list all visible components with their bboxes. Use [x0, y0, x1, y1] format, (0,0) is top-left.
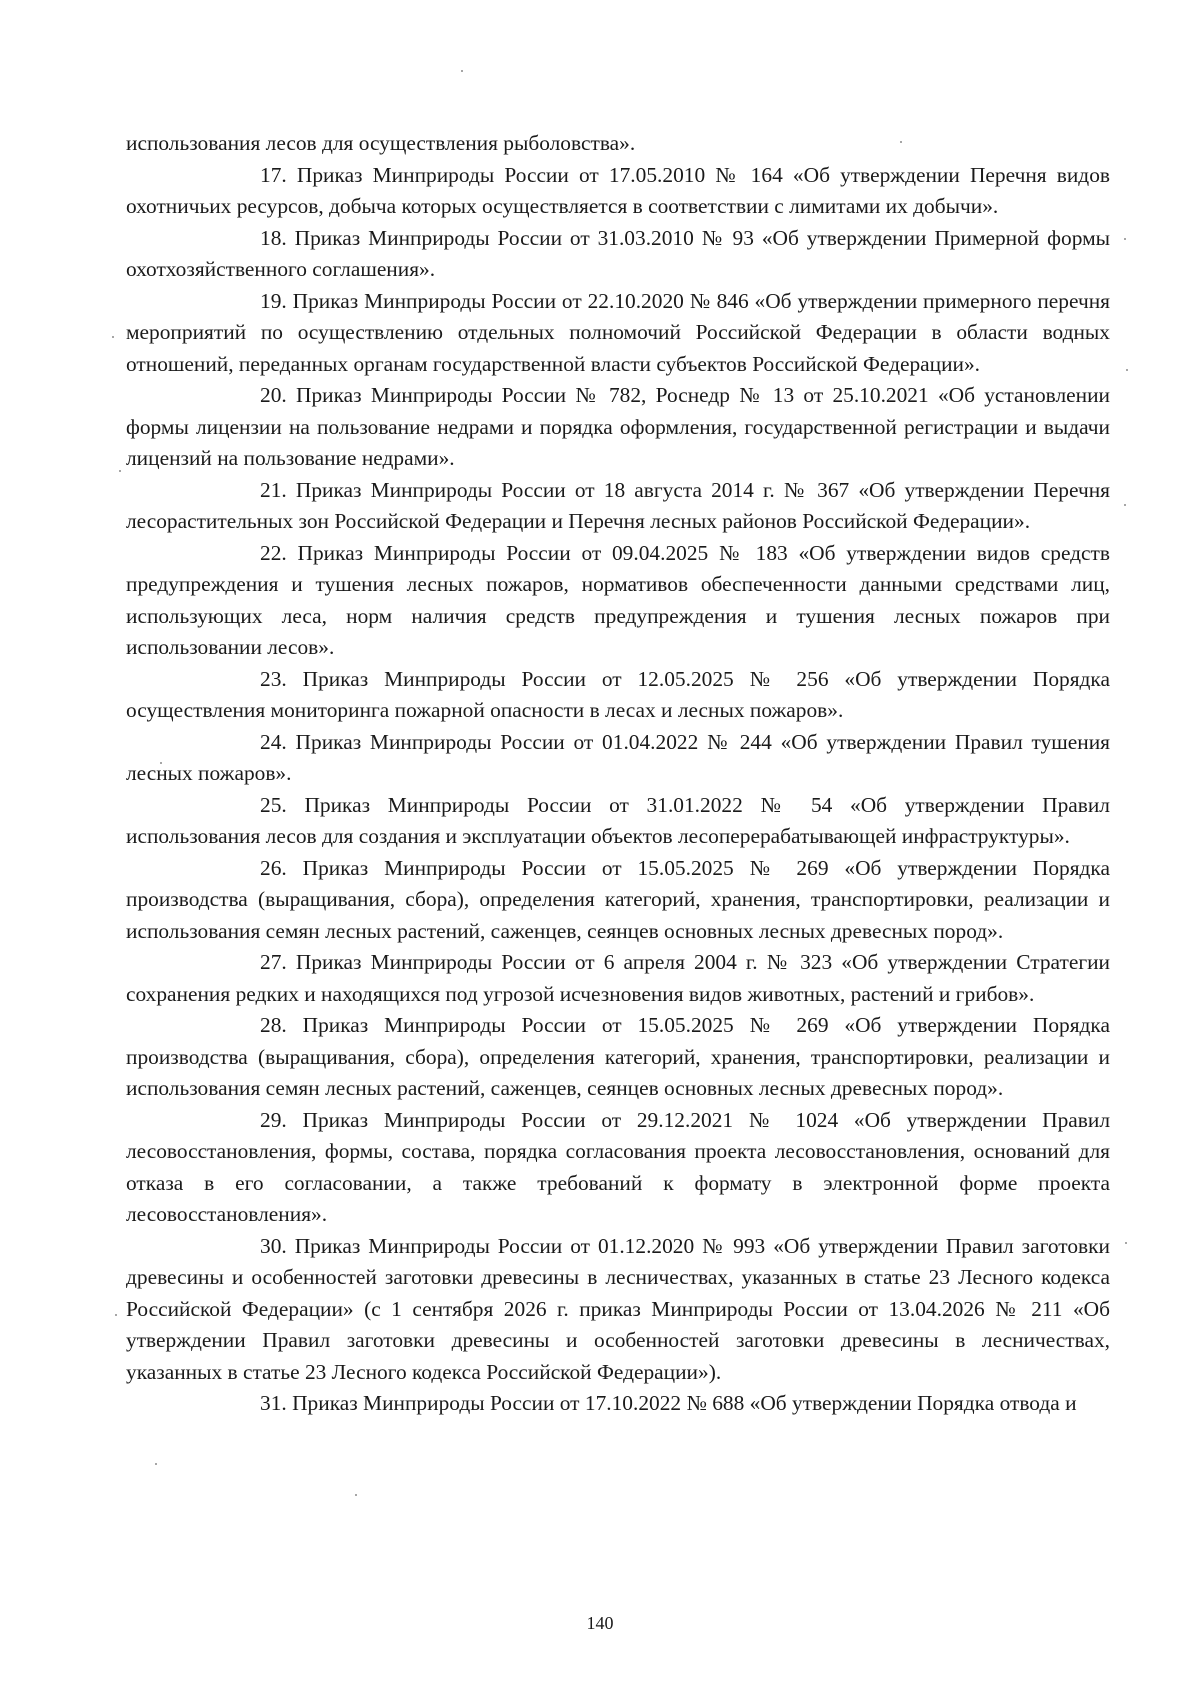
list-item [126, 790, 1110, 853]
list-item [126, 286, 1110, 381]
item-text: Приказ Минприроды России № 782, Роснедр № 13 от 25.10.2021 «Об установлении формы лицензии на пользование недрами и порядка оформления, государственной регистрации и выдачи лицензий на пользование недрами». [126, 383, 1110, 470]
order-list [126, 160, 1110, 1420]
scan-speck [461, 70, 463, 72]
list-item [126, 160, 1110, 223]
list-item [126, 1105, 1110, 1231]
scan-speck [1124, 238, 1126, 240]
item-number: 18. [260, 225, 287, 250]
item-number: 28. [260, 1013, 287, 1037]
item-number: 31. [260, 1391, 287, 1415]
list-item [126, 223, 1110, 286]
item-text: Приказ Минприроды России от 01.12.2020 № 993 «Об утверждении Правил заготовки древесины и особенностей заготовки древесины в лесничествах, указанных в статье 23 Лесного кодекса Российской Федерации» (с 1 сентября 2026 г. приказ Минприроды России от 13.04.2026 № 211 «Об утверждении Правил заготовки древесины и особенностей заготовки древесины в лесничествах, указанных в статье 23 Лесного кодекса Российской Федерации»). [126, 1233, 1110, 1384]
item-number: 29. [260, 1107, 287, 1132]
item-text: Приказ Минприроды России от 31.03.2010 № 93 «Об утверждении Примерной формы охотхозяйственного соглашения». [126, 225, 1110, 281]
list-item [126, 380, 1110, 475]
item-number: 26. [260, 855, 287, 880]
item-number: 25. [260, 792, 287, 817]
page-number: 140 [586, 1613, 614, 1633]
item-number: 20. [260, 383, 287, 407]
scan-speck [355, 1494, 357, 1496]
list-item [126, 664, 1110, 727]
item-text: Приказ Минприроды России от 01.04.2022 № 244 «Об утверждении Правил тушения лесных пожаров». [126, 729, 1110, 785]
list-item [126, 1388, 1110, 1420]
list-item [126, 1231, 1110, 1389]
list-item [126, 727, 1110, 790]
item-number: 27. [260, 950, 287, 974]
item-text: Приказ Минприроды России от 15.05.2025 № 269 «Об утверждении Порядка производства (выращивания, сбора), определения категорий, хранения, транспортировки, реализации и использования семян лесных растений, саженцев, сеянцев основных лесных древесных пород». [126, 855, 1110, 943]
item-text: Приказ Минприроды России от 22.10.2020 № 846 «Об утверждении примерного перечня мероприятий по осуществлению отдельных полномочий Российской Федерации в области водных отношений, переданных органам государственной власти субъектов Российской Федерации». [126, 288, 1110, 376]
scan-speck [119, 470, 121, 472]
item-number: 22. [260, 540, 287, 565]
item-text: Приказ Минприроды России от 17.05.2010 № 164 «Об утверждении Перечня видов охотничьих ресурсов, добыча которых осуществляется в соответствии с лимитами их добычи». [126, 162, 1110, 218]
scan-speck [1125, 1242, 1127, 1244]
item-text: Приказ Минприроды России от 18 августа 2014 г. № 367 «Об утверждении Перечня лесорастительных зон Российской Федерации и Перечня лесных районов Российской Федерации». [126, 477, 1110, 533]
item-text: Приказ Минприроды России от 29.12.2021 № 1024 «Об утверждении Правил лесовосстановления, формы, состава, порядка согласования проекта лесовосстановления, оснований для отказа в его согласовании, а также требований к формату в электронной форме проекта лесовосстановления». [126, 1107, 1110, 1226]
scan-speck [115, 1314, 117, 1316]
item-text: Приказ Минприроды России от 17.10.2022 № 688 «Об утверждении Порядка отвода и [292, 1391, 1077, 1415]
item-number: 30. [260, 1233, 287, 1258]
item-number: 24. [260, 729, 287, 754]
item-number: 23. [260, 666, 287, 691]
item-text: Приказ Минприроды России от 12.05.2025 № 256 «Об утверждении Порядка осуществления мониторинга пожарной опасности в лесах и лесных пожаров». [126, 666, 1110, 722]
item-text: Приказ Минприроды России от 15.05.2025 № 269 «Об утверждении Порядка производства (выращивания, сбора), определения категорий, хранения, транспортировки, реализации и использования семян лесных растений, саженцев, сеянцев основных лесных древесных пород». [126, 1013, 1110, 1100]
opening-line: использования лесов для осуществления рыболовства». [126, 131, 636, 155]
list-item [126, 1010, 1110, 1105]
item-text: Приказ Минприроды России от 31.01.2022 № 54 «Об утверждении Правил использования лесов для создания и эксплуатации объектов лесоперерабатывающей инфраструктуры». [126, 792, 1110, 848]
list-item [126, 947, 1110, 1010]
item-number: 17. [260, 162, 287, 187]
item-number: 21. [260, 477, 287, 502]
scan-speck [1126, 369, 1128, 371]
document-body [126, 128, 1110, 1420]
list-item [126, 538, 1110, 664]
list-item [126, 475, 1110, 538]
item-text: Приказ Минприроды России от 09.04.2025 № 183 «Об утверждении видов средств предупреждения и тушения лесных пожаров, нормативов обеспеченности данными средствами лиц, использующих леса, норм наличия средств предупреждения и тушения лесных пожаров при использовании лесов». [126, 540, 1110, 659]
item-text: Приказ Минприроды России от 6 апреля 2004 г. № 323 «Об утверждении Стратегии сохранения редких и находящихся под угрозой исчезновения видов животных, растений и грибов». [126, 950, 1110, 1006]
scan-speck [112, 336, 114, 338]
scan-speck [155, 1463, 157, 1465]
scan-speck [1124, 504, 1126, 506]
list-item [126, 853, 1110, 948]
item-number: 19. [260, 288, 287, 313]
